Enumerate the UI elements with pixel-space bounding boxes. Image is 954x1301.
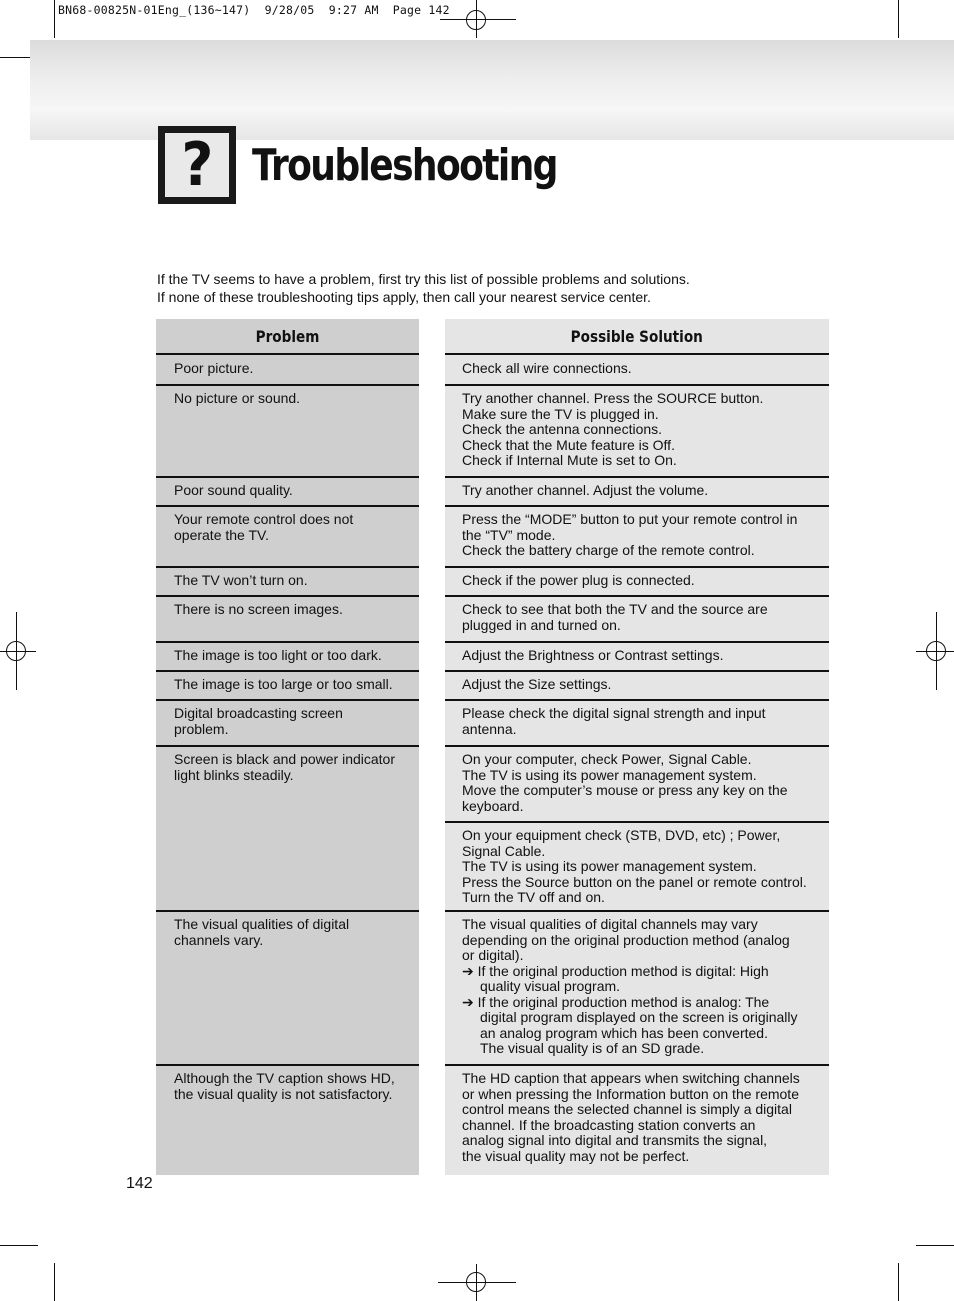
solution-cell	[462, 706, 766, 737]
header-band	[30, 40, 954, 140]
cell-line: Please check the digital signal strength and input	[462, 705, 766, 721]
row-divider	[445, 505, 829, 507]
cell-line: The visual qualities of digital	[174, 916, 350, 932]
row-divider	[445, 353, 829, 355]
problem-cell	[174, 483, 293, 499]
problem-cell	[174, 706, 343, 737]
cell-line: problem.	[174, 720, 229, 737]
cell-line: or when pressing the Information button on the remote	[462, 1085, 799, 1102]
row-divider	[156, 353, 419, 355]
problem-cell	[174, 752, 395, 783]
crop-mark	[898, 1263, 899, 1301]
cell-line: Press the Source button on the panel or remote control.	[462, 873, 807, 890]
cell-line: the “TV” mode.	[462, 526, 556, 543]
cell-line: The visual quality is of an SD grade.	[480, 1040, 705, 1056]
row-divider	[445, 566, 829, 568]
solution-cell	[462, 752, 788, 814]
problem-cell	[174, 361, 253, 377]
cell-line: ➔ If the original production method is analog: The	[462, 993, 770, 1010]
cell-line: Adjust the Size settings.	[462, 676, 612, 692]
cell-line: Screen is black and power indicator	[174, 751, 396, 767]
cell-line: Check if Internal Mute is set to On.	[462, 452, 677, 468]
registration-line	[936, 612, 937, 690]
row-divider	[156, 505, 419, 507]
row-divider	[156, 566, 419, 568]
cell-line: light blinks steadily.	[174, 766, 294, 783]
row-divider	[445, 476, 829, 478]
cell-line: plugged in and turned on.	[462, 616, 621, 633]
problem-cell	[174, 1071, 395, 1102]
row-divider	[156, 641, 419, 643]
solution-cell	[462, 828, 807, 906]
crop-mark	[54, 0, 55, 38]
cell-line: Check that the Mute feature is Off.	[462, 436, 675, 453]
intro-text	[157, 270, 690, 306]
cell-line: Check to see that both the TV and the source are	[462, 601, 768, 617]
problem-cell	[174, 512, 353, 543]
cell-line: Move the computer’s mouse or press any key on the	[462, 782, 788, 798]
row-divider	[445, 910, 829, 912]
crop-mark	[54, 1263, 55, 1301]
registration-line	[438, 1282, 516, 1283]
row-divider	[445, 670, 829, 672]
cell-line: The TV won’t turn on.	[174, 572, 308, 588]
cell-line: digital program displayed on the screen is originally	[480, 1009, 798, 1025]
cell-line: Try another channel. Press the SOURCE button.	[462, 390, 764, 406]
cell-line: Poor sound quality.	[174, 482, 293, 498]
page-number: 142	[126, 1175, 153, 1192]
solution-cell	[462, 677, 611, 693]
row-divider	[445, 699, 829, 701]
cell-line: ➔ If the original production method is digital: High	[462, 962, 769, 979]
cell-line: an analog program which has been converted.	[480, 1024, 768, 1041]
solution-cell	[462, 361, 632, 377]
cell-line: the visual quality may not be perfect.	[462, 1147, 690, 1164]
cell-line: Check all wire connections.	[462, 360, 632, 376]
crop-mark	[898, 0, 899, 38]
cell-line: On your computer, check Power, Signal Cable.	[462, 751, 752, 767]
registration-line	[0, 651, 36, 652]
cell-line: Make sure the TV is plugged in.	[462, 405, 659, 422]
cell-line: or digital).	[462, 947, 524, 963]
row-divider	[445, 641, 829, 643]
cell-line: The image is too large or too small.	[174, 676, 393, 692]
registration-line	[476, 1264, 477, 1301]
cell-line: The image is too light or too dark.	[174, 647, 382, 663]
registration-line	[16, 612, 17, 690]
solution-cell	[462, 391, 763, 469]
problem-cell	[174, 677, 393, 693]
cell-line: analog signal into digital and transmits the signal,	[462, 1132, 768, 1148]
cell-line: Try another channel. Adjust the volume.	[462, 482, 709, 498]
print-slug: BN68-00825N-01Eng_(136~147) 9/28/05 9:27 AM Page 142	[58, 3, 450, 17]
row-divider	[445, 384, 829, 386]
cell-line: Poor picture.	[174, 360, 254, 376]
row-divider	[445, 1064, 829, 1066]
cell-line: Check the battery charge of the remote control.	[462, 542, 755, 558]
problem-cell	[174, 917, 349, 948]
cell-line: antenna.	[462, 720, 517, 737]
row-divider	[156, 745, 419, 747]
cell-line: The TV is using its power management system.	[462, 766, 757, 783]
solution-cell	[462, 917, 798, 1057]
cell-line: operate the TV.	[174, 526, 269, 543]
row-divider	[156, 910, 419, 912]
solution-cell	[462, 483, 708, 499]
problem-header: Problem	[255, 327, 320, 346]
solution-cell	[462, 648, 723, 664]
row-divider	[156, 699, 419, 701]
intro-line: If none of these troubleshooting tips apply, then call your nearest service center.	[157, 289, 651, 305]
cell-line: the visual quality is not satisfactory.	[174, 1085, 393, 1102]
cell-line: Signal Cable.	[462, 842, 546, 859]
intro-line: If the TV seems to have a problem, first try this list of possible problems and solutions.	[157, 271, 690, 287]
cell-line: Turn the TV off and on.	[462, 889, 605, 905]
cell-line: Your remote control does not	[174, 511, 354, 527]
registration-line	[916, 651, 954, 652]
row-divider	[156, 670, 419, 672]
solution-cell	[462, 512, 797, 559]
question-mark-icon: ?	[158, 126, 236, 204]
cell-line: control means the selected channel is simply a digital	[462, 1101, 792, 1117]
row-divider	[156, 595, 419, 597]
row-divider	[445, 595, 829, 597]
crop-mark	[0, 1245, 38, 1246]
cell-line: The HD caption that appears when switching channels	[462, 1070, 800, 1086]
cell-line: depending on the original production method (analog	[462, 931, 790, 948]
registration-line	[476, 0, 477, 38]
cell-line: Check the antenna connections.	[462, 421, 663, 437]
problem-column	[156, 319, 419, 1175]
cell-line: keyboard.	[462, 797, 524, 814]
solution-cell	[462, 1071, 800, 1164]
problem-cell	[174, 573, 308, 589]
cell-line: quality visual program.	[480, 978, 621, 994]
cell-line: channels vary.	[174, 931, 264, 948]
cell-line: channel. If the broadcasting station converts an	[462, 1116, 756, 1133]
row-divider	[445, 745, 829, 747]
row-divider	[156, 476, 419, 478]
cell-line: On your equipment check (STB, DVD, etc) ; Power,	[462, 827, 781, 843]
cell-line: The visual qualities of digital channels may vary	[462, 916, 758, 932]
problem-cell	[174, 391, 300, 407]
cell-line: No picture or sound.	[174, 390, 301, 406]
row-divider	[156, 384, 419, 386]
cell-line: Adjust the Brightness or Contrast settings.	[462, 647, 724, 663]
row-divider	[445, 821, 829, 823]
cell-line: Although the TV caption shows HD,	[174, 1070, 395, 1086]
solution-header: Possible Solution	[570, 327, 704, 346]
solution-cell	[462, 573, 695, 589]
problem-cell	[174, 648, 382, 664]
cell-line: Press the “MODE” button to put your remote control in	[462, 511, 798, 527]
cell-line: The TV is using its power management system.	[462, 858, 757, 874]
cell-line: Digital broadcasting screen	[174, 705, 343, 721]
page-title: Troubleshooting	[252, 140, 557, 191]
row-divider	[156, 1064, 419, 1066]
problem-cell	[174, 602, 343, 618]
cell-line: There is no screen images.	[174, 601, 343, 617]
crop-mark	[916, 1245, 954, 1246]
solution-cell	[462, 602, 768, 633]
cell-line: Check if the power plug is connected.	[462, 572, 695, 588]
